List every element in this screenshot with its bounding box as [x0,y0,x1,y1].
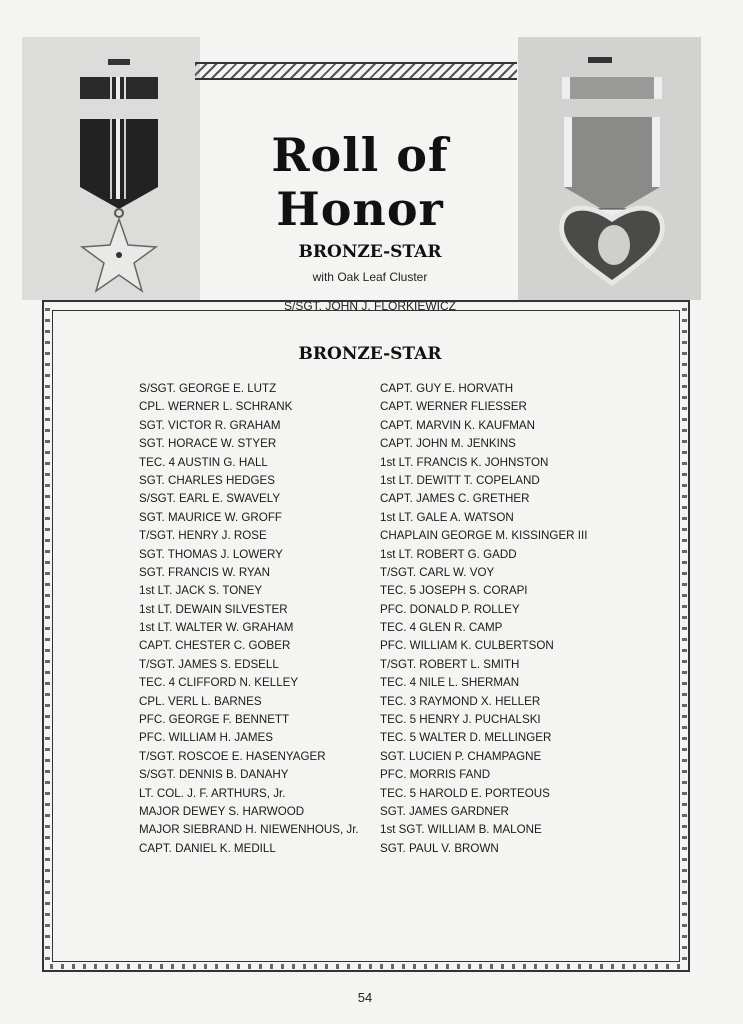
recipient-name: S/SGT. EARL E. SWAVELY [139,492,281,506]
recipient-name: 1st SGT. WILLIAM B. MALONE [380,823,542,837]
recipient-name: S/SGT. GEORGE E. LUTZ [139,382,277,395]
recipient-name: T/SGT. ROBERT L. SMITH [380,657,520,671]
recipient-name: 1st LT. DEWITT T. COPELAND [380,473,540,487]
bronze-star-medal-photo [22,37,200,300]
award-recipient: S/SGT. JOHN J. FLORKIEWICZ [283,299,456,313]
recipient-name: TEC. 5 HENRY J. PUCHALSKI [380,713,541,727]
recipient-name: TEC. 5 WALTER D. MELLINGER [380,731,552,745]
recipient-name: SGT. VICTOR R. GRAHAM [139,418,281,432]
recipient-name: CHAPLAIN GEORGE M. KISSINGER III [380,529,588,543]
recipient-name: SGT. LUCIEN P. CHAMPAGNE [380,749,542,763]
page-number: 54 [357,990,373,1005]
recipient-name: MAJOR SIEBRAND H. NIEWENHOUS, Jr. [139,823,359,837]
recipient-name: TEC. 4 GLEN R. CAMP [380,621,503,635]
recipient-name: SGT. PAUL V. BROWN [380,841,499,855]
recipients-right-column [380,380,650,858]
vine-border-left [45,308,50,964]
recipient-name: TEC. 5 HAROLD E. PORTEOUS [380,786,550,800]
recipient-name: SGT. FRANCIS W. RYAN [139,565,270,579]
recipients-left-column [139,380,379,858]
recipient-name: 1st LT. JACK S. TONEY [139,584,263,598]
recipient-name: 1st LT. DEWAIN SILVESTER [139,602,288,616]
top-ornamental-border [195,62,517,80]
page-title: Roll of Honor [271,128,449,236]
recipient-name: LT. COL. J. F. ARTHURS, Jr. [139,786,286,800]
recipient-name: PFC. WILLIAM K. CULBERTSON [380,639,554,653]
recipient-name: PFC. WILLIAM H. JAMES [139,731,273,745]
recipient-name: PFC. MORRIS FAND [380,768,491,782]
recipient-name: CAPT. JOHN M. JENKINS [380,437,516,451]
recipient-name: 1st LT. ROBERT G. GADD [380,547,517,561]
purple-heart-medal-photo [518,37,701,300]
bronze-star-medal-icon [22,37,200,300]
recipient-name: CPL. WERNER L. SCHRANK [139,400,293,414]
recipient-name: PFC. DONALD P. ROLLEY [380,602,520,616]
recipient-name: SGT. CHARLES HEDGES [139,473,275,487]
recipient-name: CAPT. WERNER FLIESSER [380,400,527,414]
recipient-name: SGT. THOMAS J. LOWERY [139,547,283,561]
recipient-name: CAPT. JAMES C. GRETHER [380,492,530,506]
purple-heart-medal-icon [518,37,701,300]
recipient-name: SGT. MAURICE W. GROFF [139,510,282,524]
recipient-name: CAPT. CHESTER C. GOBER [139,639,291,653]
recipient-name: T/SGT. JAMES S. EDSELL [139,657,279,671]
recipient-name: CAPT. DANIEL K. MEDILL [139,841,276,855]
recipient-name: 1st LT. WALTER W. GRAHAM [139,621,294,635]
recipient-name: S/SGT. DENNIS B. DANAHY [139,768,289,782]
recipient-name: TEC. 4 CLIFFORD N. KELLEY [139,676,299,690]
recipient-name: SGT. JAMES GARDNER [380,804,509,818]
recipient-name: T/SGT. CARL W. VOY [380,565,495,579]
recipient-name: TEC. 5 JOSEPH S. CORAPI [380,584,528,598]
recipient-name: MAJOR DEWEY S. HARWOOD [139,804,305,818]
recipient-name: CAPT. GUY E. HORVATH [380,382,514,395]
recipient-name: CPL. VERL L. BARNES [139,694,262,708]
vine-border-bottom [50,964,682,969]
list-heading: BRONZE-STAR [298,344,442,364]
recipient-name: PFC. GEORGE F. BENNETT [139,713,290,727]
recipient-name: 1st LT. FRANCIS K. JOHNSTON [380,455,549,469]
recipient-name: T/SGT. HENRY J. ROSE [139,529,267,543]
recipient-name: T/SGT. ROSCOE E. HASENYAGER [139,749,326,763]
recipient-name: SGT. HORACE W. STYER [139,437,277,451]
recipient-name: TEC. 4 AUSTIN G. HALL [139,455,268,469]
recipient-name: TEC. 3 RAYMOND X. HELLER [380,694,541,708]
recipient-name: TEC. 4 NILE L. SHERMAN [380,676,520,690]
recipient-name: 1st LT. GALE A. WATSON [380,510,514,524]
award-subheading: with Oak Leaf Cluster [312,270,428,284]
award-heading: BRONZE-STAR [298,242,442,262]
recipient-name: CAPT. MARVIN K. KAUFMAN [380,418,536,432]
vine-border-right [682,308,687,964]
